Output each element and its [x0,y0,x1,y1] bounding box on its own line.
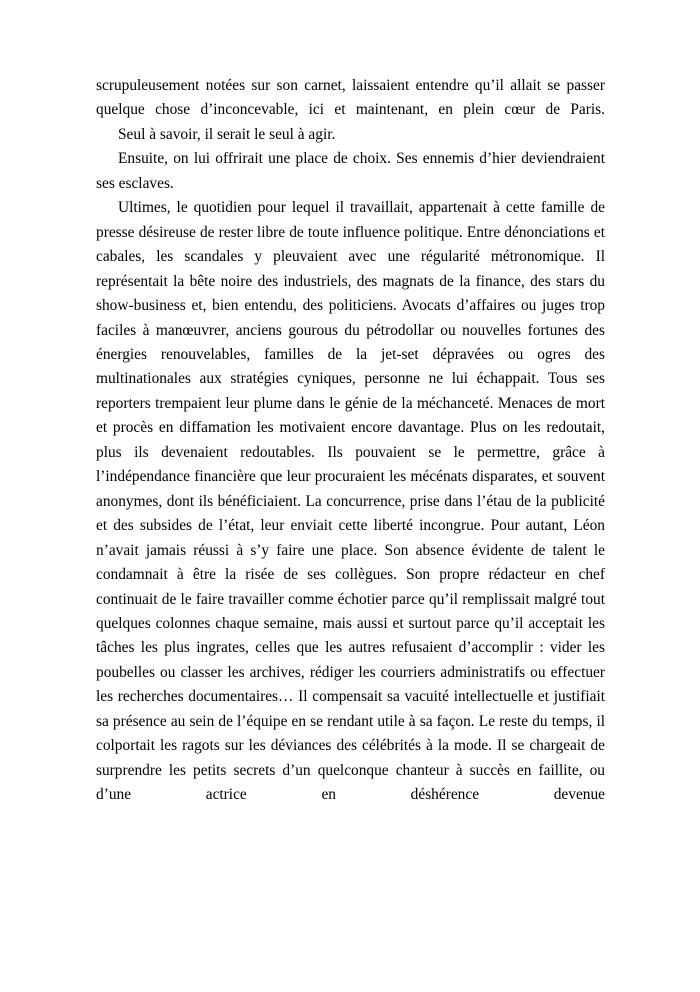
paragraph-seul-a-savoir: Seul à savoir, il serait le seul à agir. [118,125,336,143]
paragraph-ultimes: Ultimes, le quotidien pour lequel il travaillait, appartenait à cette famille de presse désireuse de rester libre de toute influence politique. Entre dénonciations et cabales, les scandales y pleuvaient avec une régularité métronomique. Il représentait la bête noire des industriels, des magnats de la finance, des stars du show-business et, bien entendu, des politiciens. Avocats d’affaires ou juges trop faciles à manœuvrer, anciens gourous du pétrodollar ou nouvelles fortunes des énergies renouvelables, familles de la jet-set dépravées ou ogres des multinationales aux stratégies cyniques, personne ne lui échappait. Tous ses reporters trempaient leur plume dans le génie de la méchanceté. Menaces de mort et procès en diffamation les motivaient encore davantage. Plus on les redoutait, plus ils devenaient redoutables. Ils pouvaient se le permettre, grâce à l’indépendance financière que leur procuraient les mécénats disparates, et souvent anonymes, dont ils bénéficiaient. La concurrence, prise dans l’étau de la publicité et des subsides de l’état, leur enviait cette liberté incongrue. Pour autant, Léon n’avait jamais réussi à s’y faire une place. Son absence évidente de talent le condamnait à être la risée de ses collègues. Son propre rédacteur en chef continuait de le faire travailler comme échotier parce qu’il remplissait malgré tout quelques colonnes chaque semaine, mais aussi et surtout parce qu’il acceptait les tâches les plus ingrates, celles que les autres refusaient d’accomplir : vider les poubelles ou classer les archives, rédiger les courriers administratifs ou effectuer les recherches documentaires… Il compensait sa vacuité intellectuelle et justifiait sa présence au sein de l’équipe en se rendant utile à sa façon. Le reste du temps, il colportait les ragots sur les déviances des célébrités à la mode. Il se chargeait de surprendre les petits secrets d’un quelconque chanteur à succès en faillite, ou d’une actrice en déshérence devenue [96,199,605,804]
paragraph-ensuite: Ensuite, on lui offrirait une place de choix. Ses ennemis d’hier deviendraient ses esclaves. [96,150,605,192]
page-text-body [96,74,605,808]
paragraph-continued-from-previous-page: scrupuleusement notées sur son carnet, laissaient entendre qu’il allait se passer quelque chose d’inconcevable, ici et maintenant, en plein cœur de Paris. [96,77,605,119]
